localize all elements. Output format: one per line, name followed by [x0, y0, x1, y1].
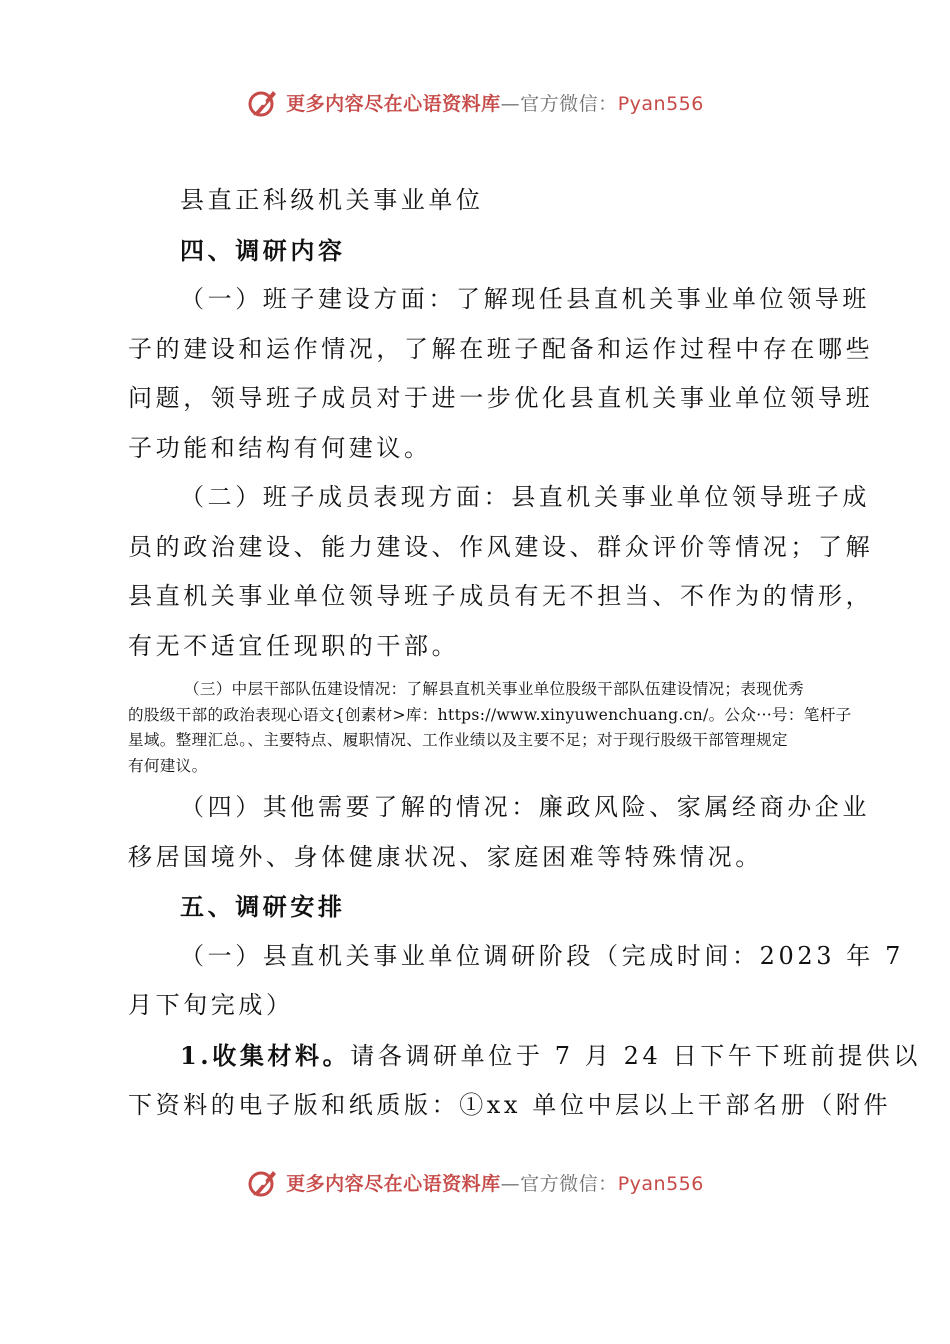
footer-banner — [0, 1162, 950, 1202]
header-banner — [0, 82, 950, 122]
banner-text — [286, 89, 704, 116]
small-line: 有何建议。 — [128, 756, 208, 775]
quill-pen-logo-icon — [246, 1165, 280, 1199]
paragraph-line: 员的政治建设、能力建设、作风建设、群众评价等情况；了解 — [128, 532, 874, 561]
banner-dash: — — [500, 92, 521, 115]
banner-wechat-label: 官方微信： — [520, 1172, 618, 1195]
section-heading-4: 四、调研内容 — [180, 235, 346, 265]
paragraph-line: 子的建设和运作情况，了解在班子配备和运作过程中存在哪些 — [128, 334, 874, 363]
small-print-paragraph — [128, 677, 852, 779]
paragraph-line: （四）其他需要了解的情况：廉政风险、家属经商办企业 — [180, 793, 870, 821]
quill-pen-logo-icon — [246, 85, 280, 119]
banner-dash: — — [500, 1172, 521, 1195]
paragraph-line: 县直机关事业单位领导班子成员有无不担当、不作为的情形， — [128, 582, 874, 610]
item-text: 请各调研单位于 7 月 24 日下午下班前提供以 — [350, 1041, 921, 1070]
paragraph-line: 移居国境外、身体健康状况、家庭困难等特殊情况。 — [128, 842, 763, 871]
paragraph-line: 月下旬完成） — [128, 991, 294, 1019]
document-body — [128, 176, 921, 1131]
small-line: 星域。整理汇总。、主要特点、履职情况、工作业绩以及主要不足；对于现行股级干部管理规定 — [128, 731, 788, 749]
banner-wechat-id: Pyan556 — [617, 1172, 704, 1195]
paragraph-line: 子功能和结构有何建议。 — [128, 433, 432, 462]
small-line: （三）中层干部队伍建设情况：了解县直机关事业单位股级干部队伍建设情况；表现优秀 — [184, 680, 804, 698]
item-lead: 1.收集材料。 — [180, 1040, 351, 1070]
banner-wechat-id: Pyan556 — [617, 92, 704, 115]
banner-wechat-label: 官方微信： — [520, 92, 618, 115]
paragraph-line — [128, 1031, 921, 1082]
small-line: 的股级干部的政治表现心语文{创素材>库：https://www.xinyuwenchuang.cn/。公众···号：笔杆子 — [128, 705, 852, 724]
paragraph-line: 有无不适宜任现职的干部。 — [128, 631, 460, 660]
paragraph-line: （一）县直机关事业单位调研阶段（完成时间：2023 年 7 — [180, 941, 905, 970]
paragraph-line: 下资料的电子版和纸质版：①xx 单位中层以上干部名册（附件 — [128, 1091, 892, 1119]
section-heading-5: 五、调研安排 — [180, 892, 346, 921]
paragraph-line: 问题，领导班子成员对于进一步优化县直机关事业单位领导班 — [128, 384, 874, 412]
banner-text — [286, 1169, 704, 1196]
paragraph-line: （一）班子建设方面：了解现任县直机关事业单位领导班 — [180, 285, 870, 313]
banner-library-name: 更多内容尽在心语资料库 — [286, 92, 501, 115]
banner-library-name: 更多内容尽在心语资料库 — [286, 1172, 501, 1195]
paragraph-line: 县直正科级机关事业单位 — [180, 186, 484, 214]
paragraph-line: （二）班子成员表现方面：县直机关事业单位领导班子成 — [180, 483, 870, 511]
